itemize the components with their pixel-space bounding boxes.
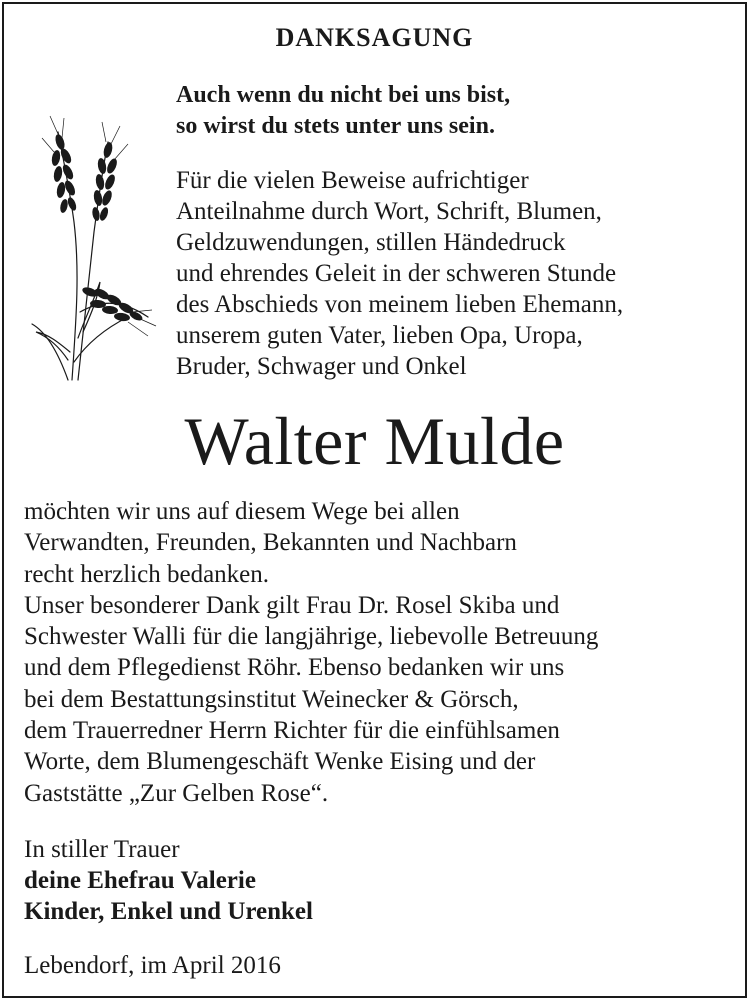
body-line: Schwester Walli für die langjährige, liebevolle Betreuung: [24, 623, 599, 651]
body-line: Gaststätte „Zur Gelben Rose“.: [24, 779, 329, 807]
body-line: Verwandten, Freunden, Bekannten und Nachbarn: [24, 529, 517, 557]
motto-line: so wirst du stets unter uns sein.: [176, 113, 495, 139]
signature-family: Kinder, Enkel und Urenkel: [24, 898, 313, 925]
notice-heading: DANKSAGUNG: [275, 23, 474, 52]
body-line: Worte, dem Blumengeschäft Wenke Eising und der: [24, 748, 536, 776]
motto-line: Auch wenn du nicht bei uns bist,: [176, 82, 511, 108]
body-line: und dem Pflegedienst Röhr. Ebenso bedanken wir uns: [24, 654, 565, 682]
intro-line: und ehrendes Geleit in der schweren Stunde: [176, 260, 617, 287]
intro-line: Bruder, Schwager und Onkel: [176, 353, 467, 380]
intro-line: Für die vielen Beweise aufrichtiger: [176, 167, 529, 194]
intro-line: Anteilnahme durch Wort, Schrift, Blumen,: [176, 198, 602, 225]
signature-spouse: deine Ehefrau Valerie: [24, 867, 256, 894]
wheat-ears-icon: [28, 112, 158, 387]
place-date: Lebendorf, im April 2016: [24, 952, 281, 979]
body-line: möchten wir uns auf diesem Wege bei allen: [24, 498, 460, 525]
intro-paragraph: [176, 165, 623, 382]
signature-intro: In stiller Trauer: [24, 836, 180, 863]
intro-line: des Abschieds von meinem lieben Ehemann,: [176, 291, 624, 318]
body-paragraph: [24, 496, 598, 809]
motto: [176, 80, 510, 142]
signature-block: [24, 834, 313, 927]
deceased-name: Walter Mulde: [184, 403, 565, 479]
intro-line: Geldzuwendungen, stillen Händedruck: [176, 229, 566, 256]
body-line: Unser besonderer Dank gilt Frau Dr. Rosel Skiba und: [24, 591, 560, 619]
body-line: dem Trauerredner Herrn Richter für die einfühlsamen: [24, 717, 560, 745]
body-line: bei dem Bestattungsinstitut Weinecker & Görsch,: [24, 685, 519, 713]
body-line: recht herzlich bedanken.: [24, 560, 270, 588]
intro-line: unserem guten Vater, lieben Opa, Uropa,: [176, 322, 583, 349]
